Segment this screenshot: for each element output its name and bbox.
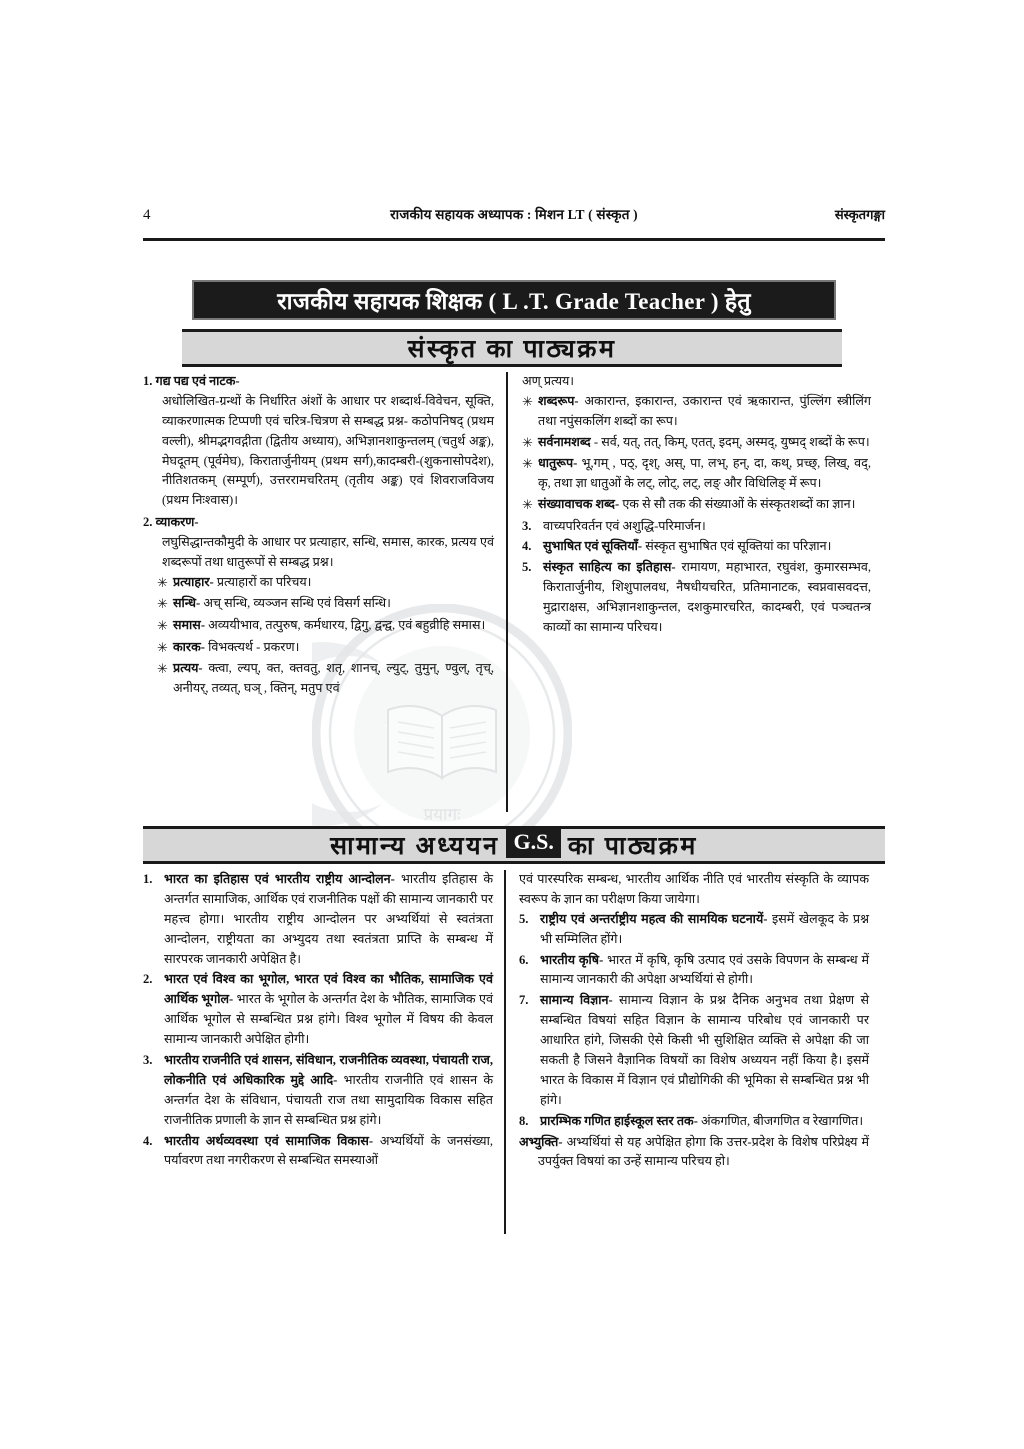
asterisk-icon: ✳ xyxy=(522,496,533,512)
running-head-title: राजकीय सहायक अध्यापक : मिशन LT ( संस्कृत ) xyxy=(390,207,638,222)
sanskrit-bullet-dhaturoop-heading: धातुरूप- xyxy=(538,456,578,471)
gs-item-3-body xyxy=(164,1051,493,1131)
gs-note xyxy=(519,1133,869,1173)
gs-item-8-number: 8. xyxy=(519,1113,529,1128)
gs-item-7 xyxy=(519,991,869,1110)
sanskrit-bullet-pratyahara-text: प्रत्याहारों का परिचय। xyxy=(216,574,312,589)
gs-item-6-body xyxy=(540,951,869,991)
gs-item-2-body xyxy=(164,970,493,1050)
gs-note-text: अभ्यर्थियां से यह अपेक्षित होगा कि उत्तर-प्रदेश के विशेष परिप्रेक्ष्य में उपर्युक्त विषयां का उन्हें सामान्य परिचय हो। xyxy=(538,1134,869,1169)
gs-item-4-heading: भारतीय अर्थव्यवस्था एवं सामाजिक विकास- xyxy=(164,1133,374,1148)
sanskrit-right-column xyxy=(508,372,871,812)
asterisk-icon: ✳ xyxy=(157,661,168,677)
sanskrit-bullet-karak xyxy=(143,638,494,659)
gs-item-5-body xyxy=(540,910,869,950)
sanskrit-item-4-number: 4. xyxy=(522,539,532,554)
gs-banner-pre-text: सामान्य अध्ययन xyxy=(330,833,500,860)
gs-syllabus-columns xyxy=(143,870,885,1234)
sanskrit-bullet-sankhyavachak-text: एक से सौ तक की संख्याओं के संस्कृतशब्दों का ज्ञान। xyxy=(622,496,856,511)
title-banner xyxy=(192,280,836,320)
gs-item-8-body xyxy=(540,1112,869,1132)
gs-item-7-heading: सामान्य विज्ञान- xyxy=(540,993,613,1008)
sanskrit-bullet-sandhi-text: अच् सन्धि, व्यञ्जन सन्धि एवं विसर्ग सन्धि। xyxy=(203,596,391,611)
gs-item-4-number: 4. xyxy=(143,1133,153,1148)
sanskrit-item-1-number: 1. xyxy=(143,374,153,388)
sanskrit-item-4-text: संस्कृत सुभाषित एवं सूक्तियां का परिज्ञान। xyxy=(645,539,832,554)
sanskrit-bullet-shabdroop-body xyxy=(538,392,871,432)
sanskrit-bullet-sankhyavachak-heading: संख्यावाचक शब्द- xyxy=(538,496,620,511)
sanskrit-bullet-samas xyxy=(143,616,494,637)
gs-left-column xyxy=(143,870,504,1234)
gs-item-5 xyxy=(519,910,869,950)
gs-item-6 xyxy=(519,951,869,991)
sanskrit-bullet-samas-text: अव्ययीभाव, तत्पुरुष, कर्मधारय, द्विगु, द्वन्द्व, एवं बहुव्रीहि समास। xyxy=(208,617,486,632)
sanskrit-bullet-pratyahara-heading: प्रत्याहार- xyxy=(173,574,214,589)
asterisk-icon: ✳ xyxy=(157,596,168,612)
sanskrit-item-1-heading-line xyxy=(143,372,494,392)
asterisk-icon: ✳ xyxy=(157,639,168,655)
gs-item-6-text: भारत में कृषि, कृषि उत्पाद एवं उसके विपणन के सम्बन्ध में सामान्य जानकारी की अपेक्षा अभ्यर्थियां से होगी। xyxy=(540,952,870,987)
sanskrit-bullet-karak-heading: कारक- xyxy=(173,639,205,654)
title-banner-text: राजकीय सहायक शिक्षक ( L .T. Grade Teacher ) हेतु xyxy=(277,289,751,314)
sanskrit-bullet-dhaturoop-text: भू,गम् , पठ्, दृश्, अस्, पा, लभ्, हन्, दा, कथ्, प्रच्छ्, लिख्, वद्, कृ, तथा ज्ञा धातुओं के लट्, लोट्, लट्, लङ् और विधिलिङ् में रूप। xyxy=(538,456,871,491)
gs-item-4 xyxy=(143,1132,493,1172)
gs-syllabus-banner xyxy=(143,826,885,864)
gs-item-3-text: भारतीय राजनीति एवं शासन के अन्तर्गत देश के संविधान, पंचायती राज तथा सामुदायिक विकास सहित राजनीतिक प्रणाली के ज्ञान से सम्बन्धित प्रश्न हांगे। xyxy=(164,1072,493,1127)
asterisk-icon: ✳ xyxy=(157,617,168,633)
gs-item-5-text: इसमें खेलकूद के प्रश्न भी सम्मिलित होंगे। xyxy=(540,911,869,946)
sanskrit-bullet-samas-body xyxy=(173,616,494,636)
gs-item-2-heading: भारत एवं विश्व का भूगोल, भारत एवं विश्व का भौतिक, सामाजिक एवं आर्थिक भूगोल- xyxy=(164,972,493,1007)
gs-item-7-body xyxy=(540,991,869,1110)
sanskrit-item-2-heading-line xyxy=(143,513,494,533)
sanskrit-left-column xyxy=(143,372,506,812)
sanskrit-bullet-pratyahara xyxy=(143,573,494,594)
gs-note-heading: अभ्युक्ति- xyxy=(519,1134,563,1149)
gs-item-1 xyxy=(143,870,493,969)
gs-item-6-heading: भारतीय कृषि- xyxy=(540,952,604,967)
gs-item-8 xyxy=(519,1112,869,1132)
gs-item-4-body xyxy=(164,1132,493,1172)
sanskrit-banner-text: संस्कृत का पाठ्यक्रम xyxy=(407,336,617,363)
sanskrit-bullet-sandhi-body xyxy=(173,594,494,614)
sanskrit-item-2-number: 2. xyxy=(143,515,153,530)
gs-carryover-text: एवं पारस्परिक सम्बन्ध, भारतीय आर्थिक नीति एवं भारतीय संस्कृति के व्यापक स्वरूप के ज्ञान का परीक्षण किया जायेगा। xyxy=(519,872,869,906)
sanskrit-bullet-shabdroop xyxy=(522,392,871,432)
gs-item-8-heading: प्रारम्भिक गणित हाईस्कूल स्तर तक- xyxy=(540,1113,698,1128)
sanskrit-item-5-text: रामायण, महाभारत, रघुवंश, कुमारसम्भव, किरातार्जुनीय, शिशुपालवध, नैषधीयचरित, प्रतिमानाटक, स्वप्नवासवदत्त, मुद्राराक्षस, अभिज्ञानशाकुन्तल, दशकुमारचरित, कादम्बरी, एवं पञ्चतन्त्र काव्यों का सामान्य परिचय। xyxy=(543,560,871,634)
gs-item-1-text: भारतीय इतिहास के अन्तर्गत सामाजिक, आर्थिक एवं राजनीतिक पक्षों की सामान्य जानकारी पर महत्त्व होगा। भारतीय राष्ट्रीय आन्दोलन पर अभ्यर्थियां से स्वतंत्रता आन्दोलन, राष्ट्रीयता का अभ्युदय तथा स्वतंत्रता प्राप्ति के सम्बन्ध में सारपरक जानकारी अपेक्षित है। xyxy=(164,872,493,966)
gs-item-1-number: 1. xyxy=(143,872,153,886)
gs-banner-chip: G.S. xyxy=(506,828,560,858)
sanskrit-bullet-sarvanaam-body xyxy=(538,433,871,453)
sanskrit-item-5-heading: संस्कृत साहित्य का इतिहास- xyxy=(543,560,676,575)
svg-text:प्रयागः: प्रयागः xyxy=(423,805,461,824)
gs-item-1-body xyxy=(164,870,493,969)
sanskrit-bullet-sarvanaam xyxy=(522,433,871,454)
gs-item-6-number: 6. xyxy=(519,952,529,967)
sanskrit-bullet-karak-body xyxy=(173,638,494,658)
gs-item-3-heading: भारतीय राजनीति एवं शासन, संविधान, राजनीतिक व्यवस्था, पंचायती राज, लोकनीति एवं अधिकारिक मुद्दे आदि- xyxy=(164,1053,493,1087)
gs-item-7-number: 7. xyxy=(519,993,529,1008)
publisher-brand: संस्कृतगङ्गा xyxy=(834,207,885,222)
page-folio-number: 4 xyxy=(143,207,151,223)
sanskrit-syllabus-columns xyxy=(143,372,885,812)
sanskrit-bullet-pratyay-heading: प्रत्यय- xyxy=(173,661,203,676)
gs-item-2-number: 2. xyxy=(143,972,153,987)
sanskrit-bullet-shabdroop-heading: शब्दरूप- xyxy=(538,393,579,408)
gs-item-4-text: अभ्यर्थियों के जनसंख्या, पर्यावरण तथा नगरीकरण से सम्बन्धित समस्याओं xyxy=(164,1133,494,1168)
sanskrit-item-2-heading: व्याकरण- xyxy=(155,515,199,530)
asterisk-icon: ✳ xyxy=(157,574,168,590)
sanskrit-bullet-samas-heading: समास- xyxy=(173,617,206,632)
sanskrit-bullet-sankhyavachak xyxy=(522,495,871,516)
gs-item-2-text: भारत के भूगोल के अन्तर्गत देश के भौतिक, सामाजिक एवं आर्थिक भूगोल से सम्बन्धित प्रश्न हांगे। विश्व भूगोल में विषय की केवल सामान्य जानकारी अपेक्षित होगी। xyxy=(164,992,493,1047)
header-rule xyxy=(143,238,885,241)
sanskrit-bullet-shabdroop-text: अकारान्त, इकारान्त, उकारान्त एवं ऋकारान्त, पुंल्लिंग स्त्रीलिंग तथा नपुंसकलिंग शब्दों का रूप। xyxy=(538,393,871,428)
gs-item-1-heading: भारत का इतिहास एवं भारतीय राष्ट्रीय आन्दोलन- xyxy=(164,872,395,886)
sanskrit-item-1-heading: गद्य पद्य एवं नाटक- xyxy=(155,374,240,388)
sanskrit-item-4 xyxy=(522,537,871,557)
gs-item-2 xyxy=(143,970,493,1050)
sanskrit-bullet-sandhi-heading: सन्धि- xyxy=(173,596,201,611)
sanskrit-item-3 xyxy=(522,517,871,537)
sanskrit-bullet-karak-text: विभक्त्यर्थ - प्रकरण। xyxy=(208,639,300,654)
sanskrit-bullet-pratyahara-body xyxy=(173,573,494,593)
sanskrit-item-3-number: 3. xyxy=(522,518,532,533)
sanskrit-bullet-dhaturoop xyxy=(522,454,871,494)
sanskrit-carryover-text: अण् प्रत्यय। xyxy=(522,374,575,388)
sanskrit-bullet-sarvanaam-heading: सर्वनामशब्द xyxy=(538,434,591,449)
gs-banner-post-text: का पाठ्यक्रम xyxy=(567,833,698,860)
gs-item-5-heading: राष्ट्रीय एवं अन्तर्राष्ट्रीय महत्व की सामयिक घटनायें- xyxy=(540,911,768,926)
gs-item-3-number: 3. xyxy=(143,1053,153,1068)
sanskrit-bullet-pratyay-text: क्त्वा, ल्यप्, क्त, क्तवतु, शतृ, शानच्, ल्युट्, तुमुन्, ण्वुल्, तृच्, अनीयर्, तव्यत्, घञ् , क्तिन्, मतुप एवं xyxy=(173,661,495,695)
asterisk-icon: ✳ xyxy=(522,434,533,450)
sanskrit-bullet-dhaturoop-body xyxy=(538,454,871,494)
sanskrit-bullet-pratyay xyxy=(143,659,494,699)
sanskrit-item-4-body xyxy=(543,537,871,557)
sanskrit-bullet-sandhi xyxy=(143,594,494,615)
sanskrit-item-4-heading: सुभाषित एवं सूक्तियाँ- xyxy=(543,539,643,554)
sanskrit-item-5-body xyxy=(543,558,871,638)
sanskrit-bullet-sankhyavachak-body xyxy=(538,495,871,515)
sanskrit-item-5-number: 5. xyxy=(522,560,532,575)
sanskrit-bullet-sarvanaam-text: - सर्व, यत्, तत्, किम्, एतत्, इदम्, अस्मद्, युष्मद् शब्दों के रूप। xyxy=(593,434,870,449)
gs-item-8-text: अंकगणित, बीजगणित व रेखागणित। xyxy=(701,1113,864,1128)
sanskrit-item-5 xyxy=(522,558,871,638)
sanskrit-item-1-text: अधोलिखित-ग्रन्थों के निर्धारित अंशों के आधार पर शब्दार्थ-विवेचन, सूक्ति, व्याकरणात्मक टिप्पणी एवं चरित्र-चित्रण से सम्बद्ध प्रश्न- कठोपनिषद् (प्रथम वल्ली), श्रीमद्भगवद्गीता (द्वितीय अध्याय), अभिज्ञानशाकुन्तलम् (चतुर्थ अङ्क), मेघदूतम् (पूर्वमेघ), किरातार्जुनीयम् (प्रथम सर्ग),कादम्बरी-(शुकनासोपदेश), नीतिशतकम् (सम्पूर्ण), उत्तररामचरितम् (तृतीय अङ्क) एवं शिवराजविजय (प्रथम निःश्वास)। xyxy=(162,393,494,508)
sanskrit-item-2-text: लघुसिद्धान्तकौमुदी के आधार पर प्रत्याहार, सन्धि, समास, कारक, प्रत्यय एवं शब्दरूपों तथा धातुरूपों से सम्बद्ध प्रश्न। xyxy=(162,535,494,570)
running-head xyxy=(143,205,885,224)
asterisk-icon: ✳ xyxy=(522,456,533,472)
gs-item-5-number: 5. xyxy=(519,911,529,926)
sanskrit-bullet-pratyay-body xyxy=(173,659,494,699)
gs-item-3 xyxy=(143,1051,493,1131)
sanskrit-syllabus-banner xyxy=(182,329,842,367)
sanskrit-item-3-text: वाच्यपरिवर्तन एवं अशुद्धि-परिमार्जन। xyxy=(543,518,706,533)
gs-right-column xyxy=(506,870,869,1234)
gs-item-7-text: सामान्य विज्ञान के प्रश्न दैनिक अनुभव तथा प्रेक्षण से सम्बन्धित विषयां सहित विज्ञान के सामान्य परिबोध एवं जानकारी पर आधारित हांगे, जिसकी ऐसे किसी भी सुशिक्षित व्यक्ति से अपेक्षा की जा सकती है जिसने वैज्ञानिक विषयों का विशेष अध्ययन नहीं किया है। इसमें भारत के विकास में विज्ञान एवं प्रौद्योगिकी की भूमिका से सम्बन्धित प्रश्न भी हांगे। xyxy=(540,993,869,1107)
asterisk-icon: ✳ xyxy=(522,393,533,409)
